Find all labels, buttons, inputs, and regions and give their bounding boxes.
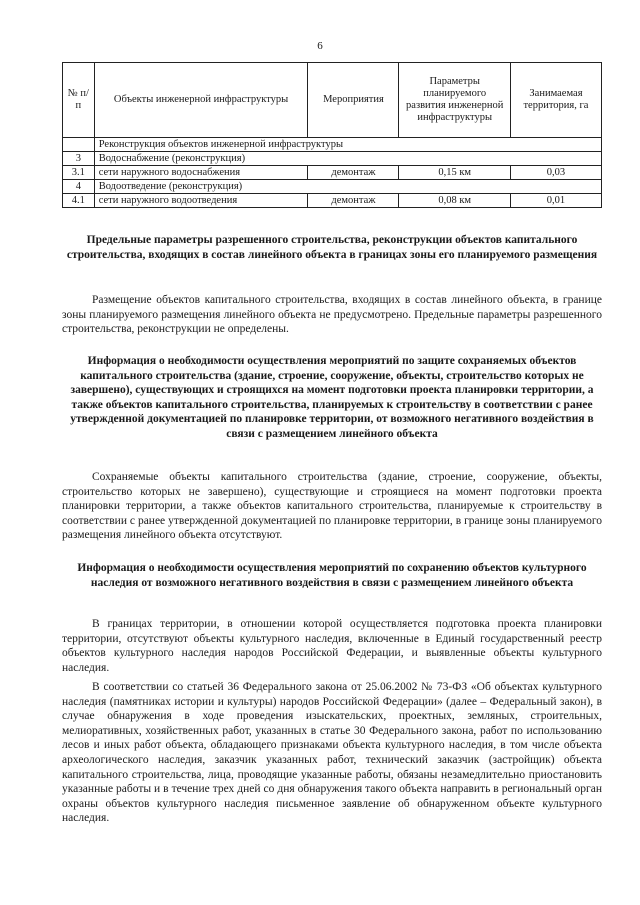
table-row [63,166,602,180]
section-heading-building-parameters: Предельные параметры разрешенного строительства, реконструкции объектов капитального строительства, входящих в состав линейного объекта в границах зоны его планируемого размещения [66,234,598,261]
header-parameters: Параметры планируемого развития инженерной инфраструктуры [399,63,510,138]
row-parameter: 0,08 км [399,194,510,208]
header-number: № п/п [63,63,95,138]
infrastructure-table [62,62,602,208]
table-header-row [63,63,602,138]
table-row [63,180,602,194]
row-number: 3.1 [63,166,95,180]
table-section-row [63,138,602,152]
section-heading-cultural-heritage: Информация о необходимости осуществления мероприятий по сохранению объектов культурного наследия от возможного негативного воздействия в связи с размещением линейного объекта [77,562,587,589]
table-row [63,152,602,166]
row-number: 4 [63,180,95,194]
row-object: сети наружного водоотведения [94,194,308,208]
paragraph-cultural-heritage-2: В соответствии со статьей 36 Федерального закона от 25.06.2002 № 73-ФЗ «Об объектах культурного наследия (памятниках истории и культуры) народов Российской Федерации» (далее – Федеральный закон), в случае обнаружения в ходе проведения изыскательских, проектных, земляных, строительных, мелиоративных, хозяйственных работ, указанных в статье 30 Федерального закона, работ по использованию лесов и иных работ объекта, обладающего признаками объекта культурного наследия, в том числе объекта археологического наследия, заказчик указанных работ, технический заказчик (застройщик) объекта капитального строительства, лица, проводящие указанные работы, обязаны незамедлительно приостановить указанные работы и в течение трех дней со дня обнаружения такого объекта направить в региональный орган охраны объектов культурного наследия письменное заявление об обнаруженном объекте культурного наследия. [62,681,602,825]
row-action: демонтаж [308,194,399,208]
section-num-cell [63,138,95,152]
row-action: демонтаж [308,166,399,180]
row-object: Водоотведение (реконструкция) [94,180,601,194]
header-action: Мероприятия [308,63,399,138]
header-area: Занимаемая территория, га [510,63,601,138]
paragraph-building-parameters: Размещение объектов капитального строительства, входящих в состав линейного объекта, в границе зоны планируемого размещения линейного объекта не предусмотрено. Предельные параметры разрешенного строительства, реконструкции не определены. [62,294,602,336]
row-area: 0,03 [510,166,601,180]
paragraph-cultural-heritage-1: В границах территории, в отношении которой осуществляется подготовка проекта планировки территории, отсутствуют объекты культурного наследия, включенные в Единый государственный реестр объектов культурного наследия народов Российской Федерации, и выявленные объекты культурного наследия. [62,618,602,674]
paragraph-protection-measures: Сохраняемые объекты капитального строительства (здание, строение, сооружение, объекты, строительство которых не завершено), существующие и строящиеся на момент подготовки проекта планировки территории, а также объектов капитального строительства, планируемые к строительству в соответствии с ранее утвержденной документацией по планировке территории, в границе зоны планируемого размещения линейного объекта отсутствуют. [62,471,602,542]
row-object: сети наружного водоснабжения [94,166,308,180]
table-row [63,194,602,208]
row-object: Водоснабжение (реконструкция) [94,152,601,166]
header-object: Объекты инженерной инфраструктуры [94,63,308,138]
row-area: 0,01 [510,194,601,208]
row-number: 4.1 [63,194,95,208]
section-title-cell: Реконструкция объектов инженерной инфраструктуры [94,138,601,152]
row-parameter: 0,15 км [399,166,510,180]
page-number: 6 [317,40,323,52]
section-heading-protection-measures: Информация о необходимости осуществления мероприятий по защите сохраняемых объектов капитального строительства (здание, строение, сооружение, объекты, строительство которых не завершено), существующих и строящихся на момент подготовки проекта планировки территории, а также объектов капитального строительства, планируемых к строительству в соответствии с ранее утвержденной документацией по планировке территории, от возможного негативного воздействия в связи с размещением линейного объекта [70,355,594,440]
row-number: 3 [63,152,95,166]
